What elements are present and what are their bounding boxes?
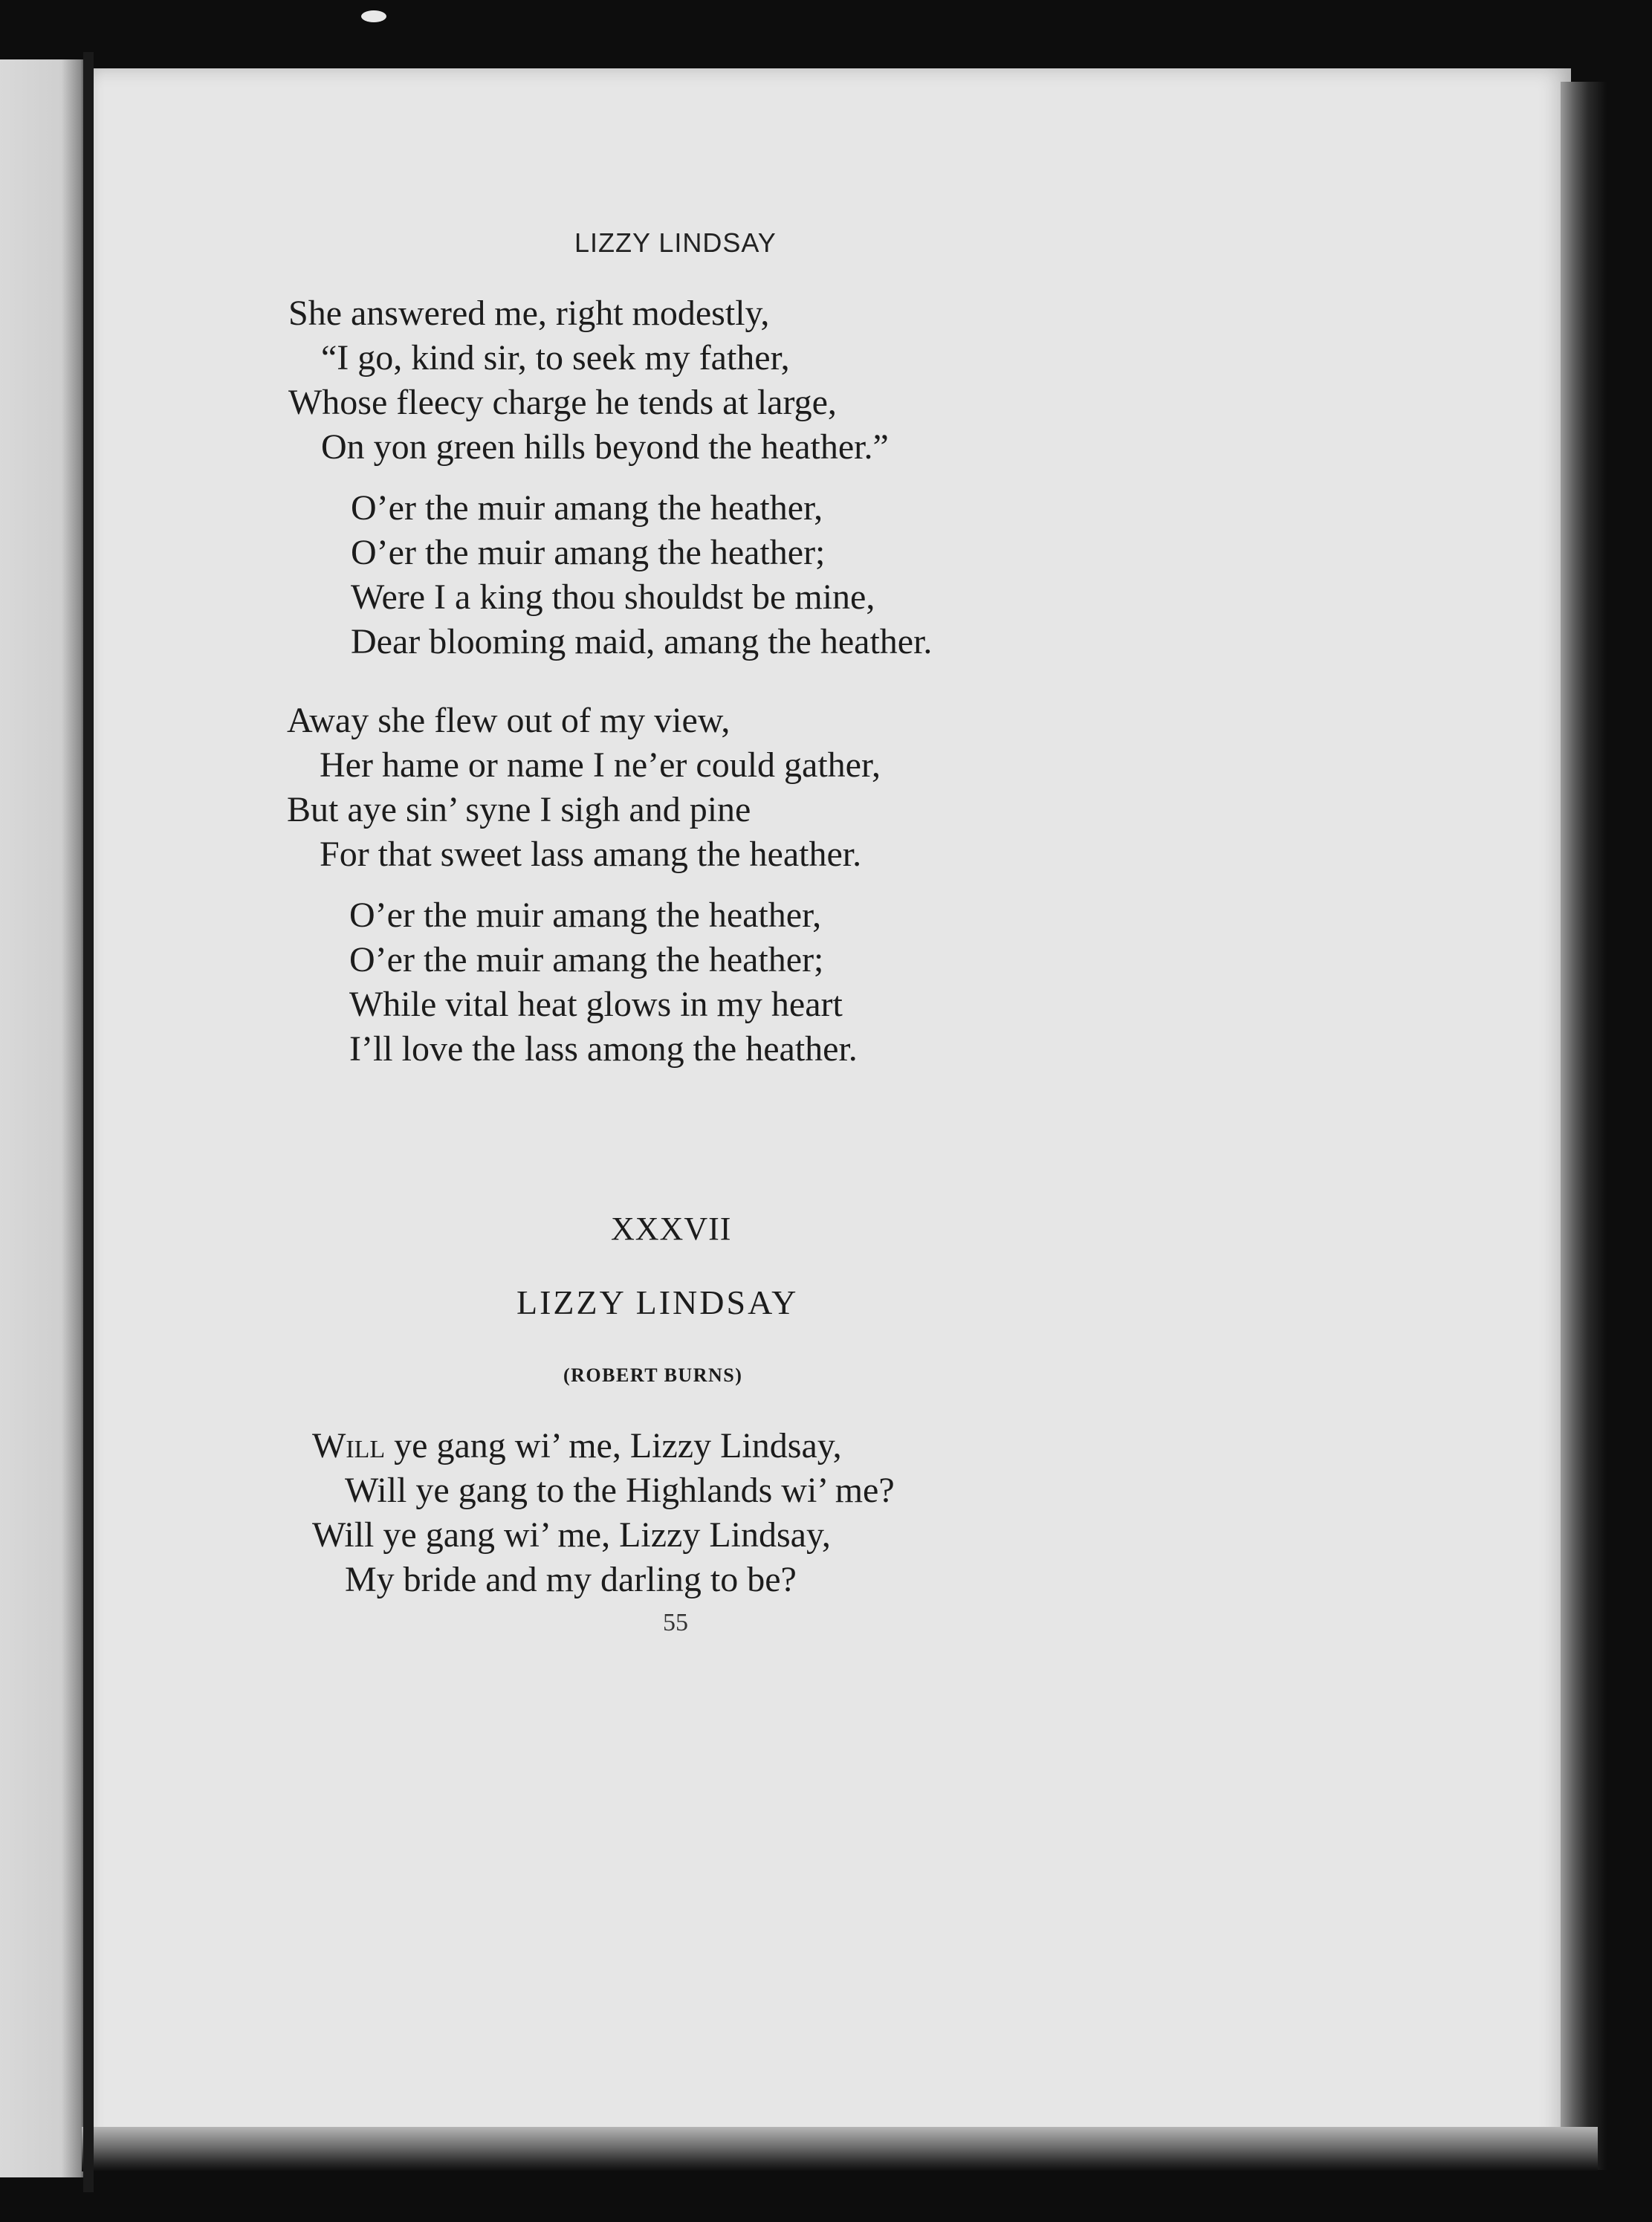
poem-line: She answered me, right modestly,	[288, 294, 770, 333]
page-stack-bottom-edge	[82, 2127, 1598, 2171]
poem-line: While vital heat glows in my heart	[349, 985, 843, 1024]
poem-line: My bride and my darling to be?	[345, 1560, 797, 1599]
chorus-1	[351, 486, 932, 664]
page-number: 55	[663, 1609, 688, 1636]
poem-line: But aye sin’ syne I sigh and pine	[287, 790, 751, 829]
poem-author: (ROBERT BURNS)	[563, 1364, 743, 1386]
poem-line: Dear blooming maid, amang the heather.	[351, 622, 933, 661]
poem-line: On yon green hills beyond the heather.”	[321, 427, 889, 467]
poem-line: “I go, kind sir, to seek my father,	[321, 338, 790, 378]
page-stack-right-edge	[1561, 82, 1607, 2170]
poem-line: O’er the muir amang the heather,	[351, 488, 823, 528]
poem-line	[312, 1424, 895, 1468]
stanza-1	[288, 291, 889, 470]
scan-speck	[361, 10, 386, 22]
book-gutter	[83, 52, 94, 2192]
poem-line: Were I a king thou shouldst be mine,	[351, 577, 875, 617]
poem-number: XXXVII	[611, 1211, 732, 1247]
poem-line: O’er the muir amang the heather;	[351, 533, 826, 572]
left-page-edge	[0, 59, 88, 2177]
poem-line: Will ye gang to the Highlands wi’ me?	[345, 1471, 895, 1510]
poem-line: O’er the muir amang the heather;	[349, 940, 824, 979]
poem-line: I’ll love the lass among the heather.	[349, 1029, 858, 1069]
poem-line: Whose fleecy charge he tends at large,	[288, 383, 837, 422]
poem-line: Will ye gang wi’ me, Lizzy Lindsay,	[312, 1515, 831, 1555]
poem-line: Her hame or name I ne’er could gather,	[320, 745, 881, 785]
poem-line: Away she flew out of my view,	[287, 701, 731, 740]
chorus-2	[349, 893, 858, 1072]
poem-opening-stanza	[312, 1424, 895, 1602]
poem-line: For that sweet lass amang the heather.	[320, 835, 862, 874]
poem-line: O’er the muir amang the heather,	[349, 895, 822, 935]
stanza-2	[287, 699, 881, 877]
poem-title: LIZZY LINDSAY	[516, 1283, 799, 1321]
running-head: LIZZY LINDSAY	[574, 227, 777, 258]
poem-line-rest: ye gang wi’ me, Lizzy Lindsay,	[385, 1426, 842, 1465]
drop-word: Will	[312, 1426, 386, 1465]
